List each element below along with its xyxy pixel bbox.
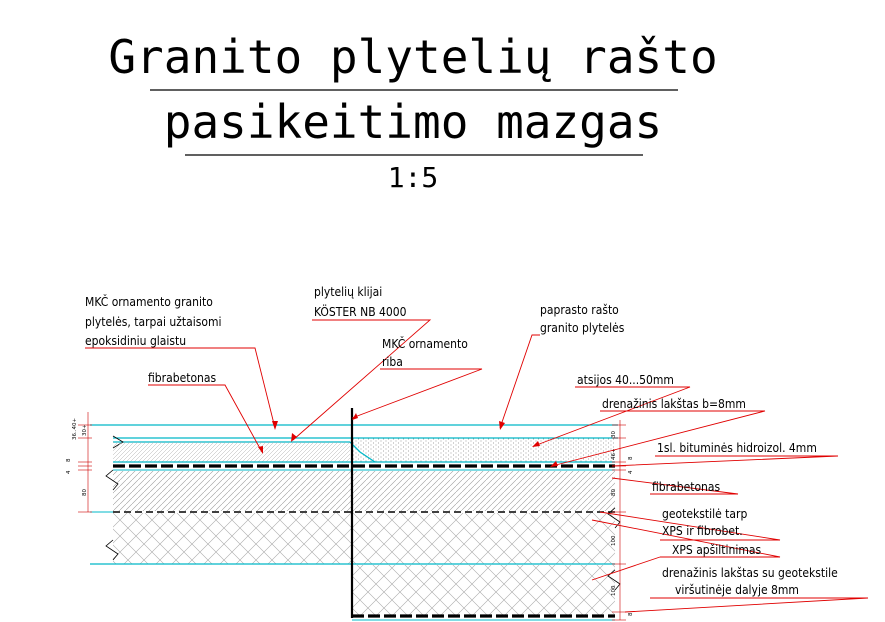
label-plain-tiles-2: granito plytelės [540, 321, 625, 335]
fibre-concrete-slab [113, 471, 615, 511]
xps-layer-2 [352, 565, 615, 615]
dim-right-7: 100 [611, 585, 617, 596]
dim-right-5: 80 [611, 489, 617, 496]
dim-left-3: 8 [66, 458, 72, 462]
label-mkc-tiles-1: MKČ ornamento granito [85, 295, 213, 309]
label-bitumen: 1sl. bituminės hidroizol. 4mm [657, 441, 817, 455]
dim-left-4: 4 [66, 470, 72, 474]
dim-left-1: 36..40+ [72, 417, 78, 440]
label-drain-geo-1: drenažinis lakštas su geotekstile [662, 566, 838, 580]
label-drain-geo-2: viršutinėje dalyje 8mm [675, 583, 799, 597]
label-plain-tiles-1: paprasto rašto [540, 303, 619, 317]
label-bedding: atsijos 40...50mm [577, 373, 674, 387]
label-fibre-right: fibrabetonas [652, 480, 721, 494]
section-layers [90, 408, 620, 620]
title-line-2: pasikeitimo mazgas [163, 95, 663, 149]
tile-layer [113, 425, 615, 438]
label-geotextile-2: XPS ir fibrobet. [662, 524, 743, 538]
label-drain-sheet: drenažinis lakštas b=8mm [602, 397, 746, 411]
label-geotextile-1: geotekstilė tarp [662, 507, 748, 521]
dim-right-1: 30 [611, 431, 617, 438]
dim-right-2: 46+ [611, 448, 617, 460]
fibre-concrete-left [113, 442, 350, 462]
dim-right-4: 4 [628, 470, 634, 474]
label-fibre-left: fibrabetonas [148, 371, 217, 385]
title-line-1: Granito plytelių rašto [108, 30, 718, 84]
label-mkc-tiles-2: plytelės, tarpai užtaisomi [85, 315, 222, 329]
label-mkc-border-2: riba [382, 355, 403, 369]
scale-label: 1:5 [387, 161, 439, 194]
dim-right-3: 8 [628, 456, 634, 460]
bedding-layer [352, 438, 615, 462]
dim-right-6: 100 [611, 535, 617, 546]
label-mkc-tiles-3: epoksidiniu glaistu [85, 334, 187, 348]
label-mkc-border-1: MKČ ornamento [382, 337, 468, 351]
xps-layer-1 [113, 513, 615, 564]
dim-left-5: 80 [82, 489, 88, 496]
label-xps: XPS apšiltinimas [672, 543, 762, 557]
dimension-chain-left [66, 412, 92, 512]
dim-right-8: 8 [628, 612, 634, 616]
label-adhesive-1: plytelių klijai [314, 285, 383, 299]
label-adhesive-2: KÖSTER NB 4000 [314, 305, 407, 319]
dim-left-2: 30+ [82, 424, 88, 436]
